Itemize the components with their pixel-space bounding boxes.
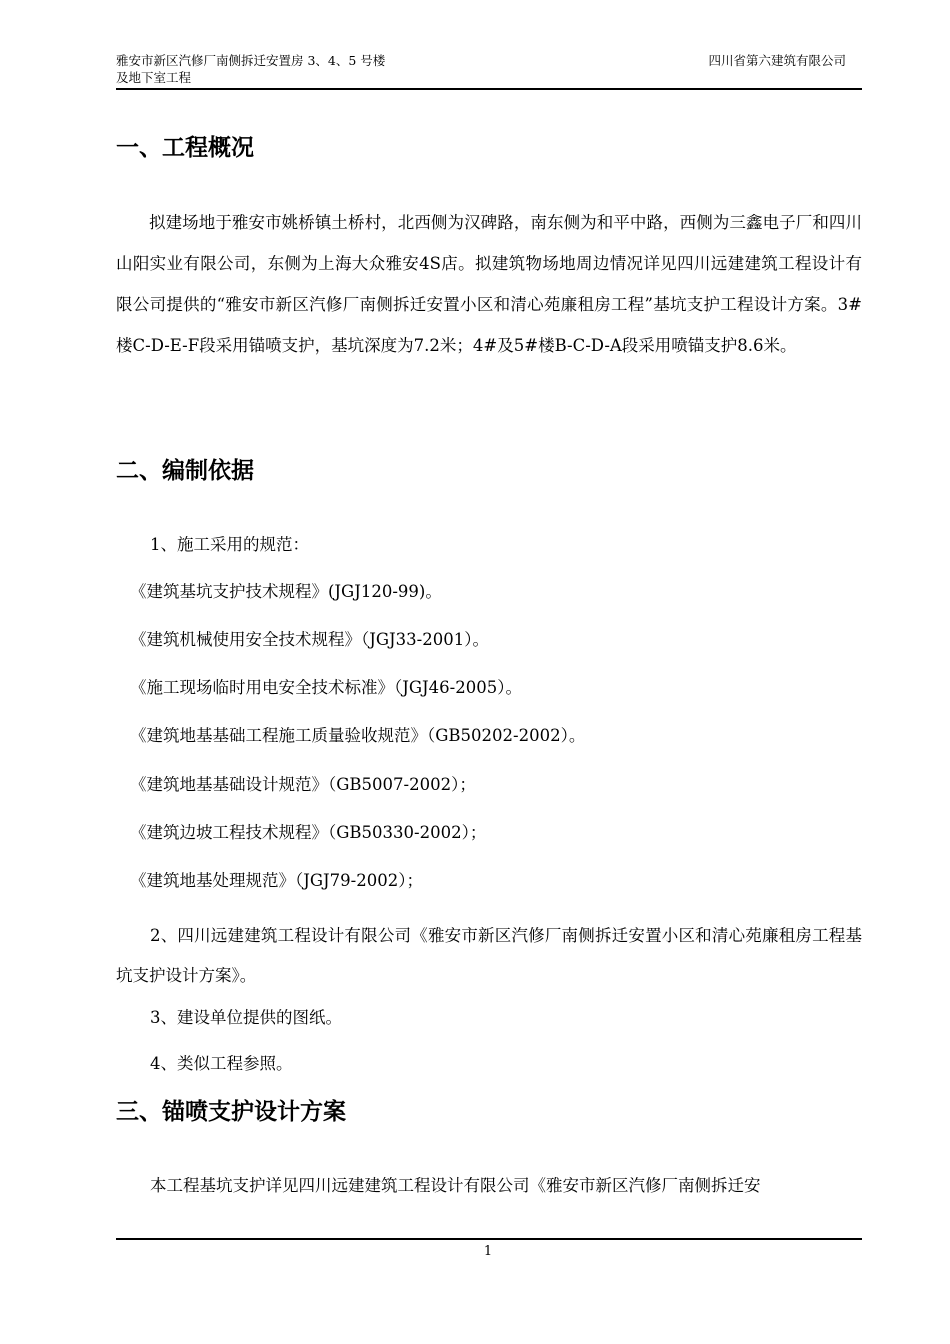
section3-heading: 三、锚喷支护设计方案: [116, 1099, 346, 1125]
standard-item: 《建筑边坡工程技术规程》（GB50330-2002）；: [130, 823, 487, 842]
standard-item: 《建筑地基基础工程施工质量验收规范》（GB50202-2002）。: [130, 726, 586, 745]
header-project-line2: 及地下室工程: [116, 70, 192, 85]
header-project-line1: 雅安市新区汽修厂南侧拆迁安置房 3、4、5 号楼: [116, 53, 386, 68]
standard-item: 《建筑地基基础设计规范》（GB5007-2002）；: [130, 775, 476, 794]
section3-paragraph: 本工程基坑支护详见四川远建建筑工程设计有限公司《雅安市新区汽修厂南侧拆迁安: [150, 1176, 761, 1195]
section1-heading: 一、工程概况: [116, 135, 254, 161]
section2-heading: 二、编制依据: [116, 458, 254, 484]
section1-paragraph: 拟建场地于雅安市姚桥镇土桥村，北西侧为汉碑路，南东侧为和平中路，西侧为三鑫电子厂和四川山阳实业有限公司，东侧为上海大众雅安4S店。拟建筑物场地周边情况详见四川远建建筑工程设计有限公司提供的“雅安市新区汽修厂南侧拆迁安置小区和清心苑廉租房工程”基坑支护工程设计方案。3#楼C-D-E-F段采用锚喷支护，基坑深度为7.2米；4#及5#楼B-C-D-A段采用喷锚支护8.6米。: [116, 213, 862, 355]
basis-item-1: 1、施工采用的规范：: [150, 535, 309, 554]
basis-item-2: 2、四川远建建筑工程设计有限公司《雅安市新区汽修厂南侧拆迁安置小区和清心苑廉租房工程基坑支护设计方案》。: [116, 926, 862, 985]
standard-item: 《建筑基坑支护技术规程》(JGJ120-99)。: [130, 582, 442, 601]
basis-item-3: 3、建设单位提供的图纸。: [150, 1008, 342, 1027]
header-company-name: 四川省第六建筑有限公司: [708, 53, 846, 68]
header-project-name: [116, 52, 385, 86]
page-number: 1: [483, 1244, 493, 1259]
standard-item: 《建筑机械使用安全技术规程》（JGJ33-2001）。: [130, 630, 489, 649]
standard-item: 《建筑地基处理规范》（JGJ79-2002）；: [130, 871, 423, 890]
basis-item-4: 4、类似工程参照。: [150, 1054, 293, 1073]
page-header: [116, 50, 862, 90]
standard-item: 《施工现场临时用电安全技术标准》（JGJ46-2005）。: [130, 678, 522, 697]
footer-rule: [116, 1238, 862, 1240]
